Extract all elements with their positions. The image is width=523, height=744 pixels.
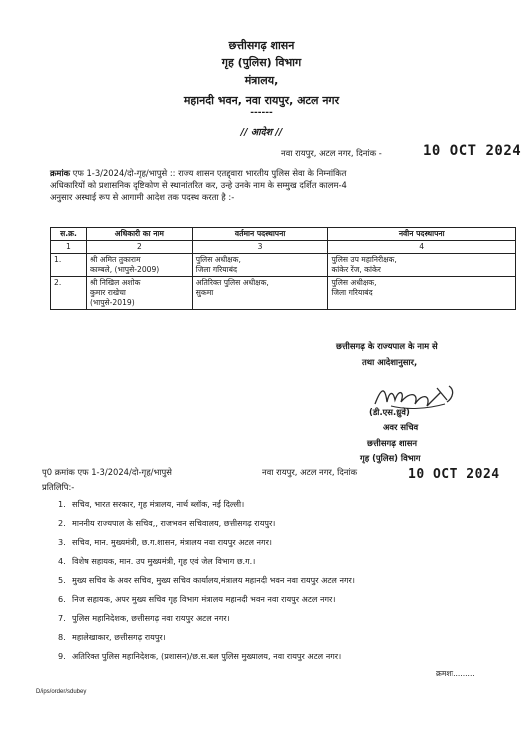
list-number: 3. [58,537,66,547]
list-text: माननीय राज्यपाल के सचिव,, राजभवन सचिवालय, छत्तीसगढ़ रायपुर। [72,518,276,528]
list-item [58,518,275,529]
row-current-posting [192,277,328,310]
table-column-number-row [51,241,516,254]
endorsement-ref: पृ0 क्रमांक एफ 1-3/2024/दो-गृह/भापुसे [42,467,172,477]
col-number: 4 [328,241,516,254]
list-number: 6. [58,594,66,604]
list-text: विशेष सहायक, मान. उप मुख्यमंत्री, गृह एवं जेल विभाग छ.ग.। [72,556,256,566]
list-item [58,651,341,662]
row-sno: 1. [51,254,87,277]
signature-dept: गृह (पुलिस) विभाग [360,453,421,463]
table-header-row [51,228,516,241]
list-text: सचिव, भारत सरकार, गृह मंत्रालय, नार्थ ब्लॉक, नई दिल्ली। [72,499,245,509]
list-item [58,575,355,586]
col-number: 2 [86,241,192,254]
header-office: मंत्रालय, [244,74,279,87]
current-line: सुकमा [195,288,214,297]
list-text: अतिरिक्त पुलिस महानिदेशक, (प्रशासन)/छ.स.बल पुलिस मुख्यालय, नवा रायपुर अटल नगर। [72,651,342,661]
list-number: 8. [58,632,66,642]
footer-path: D/ips/order/sdubey [36,689,87,695]
header-state: छत्तीसगढ़ शासन [228,39,295,52]
date-stamp: 10 OCT 2024 [423,143,522,159]
list-item [58,556,255,567]
order-paragraph [50,167,516,204]
new-line: जिला गरियाबंद [331,288,373,297]
list-text: मुख्य सचिव के अवर सचिव, मुख्य सचिव कार्यालय,मंत्रालय महानदी भवन नवा रायपुर अटल नगर। [72,575,355,585]
name-line: श्री निखिल अशोक [89,278,141,287]
list-item [58,537,272,548]
list-item [58,499,244,510]
ref-text: एफ 1-3/2024/दो-गृह/भापुसे :: राज्य शासन एतद्द्वारा भारतीय पुलिस सेवा के निम्नांकित [72,168,347,178]
list-text: सचिव, मान. मुख्यमंत्री, छ.ग.शासन, मंत्रालय नवा रायपुर अटल नगर। [72,537,272,547]
current-line: अतिरिक्त पुलिस अधीक्षक, [195,278,269,287]
governor-line-1: छत्तीसगढ़ के राज्यपाल के नाम से [336,341,438,351]
new-line: पुलिस अधीक्षक, [331,278,377,287]
col-number: 1 [51,241,87,254]
transfer-table [50,227,516,310]
signature-name: (डी.एस.ध्रुवे) [369,407,410,417]
list-number: 1. [58,499,66,509]
list-text: निज सहायक, अपर मुख्य सचिव गृह विभाग मंत्रालय महानदी भवन नवा रायपुर अटल नगर। [72,594,336,604]
header-current-posting: वर्तमान पदस्थापना [192,228,328,241]
list-item [58,613,230,624]
list-number: 4. [58,556,66,566]
row-officer-name [86,254,192,277]
list-number: 2. [58,518,66,528]
governor-line-2: तथा आदेशानुसार, [362,357,418,367]
continued-marker: क्रमशः......... [436,669,475,678]
row-new-posting [328,277,516,310]
new-line: पुलिस उप महानिरीक्षक, [331,255,397,264]
name-line: श्री अमित तुकाराम [89,255,141,264]
header-divider: ------ [250,108,273,118]
signature-govt: छत्तीसगढ़ शासन [367,438,418,448]
header-department: गृह (पुलिस) विभाग [221,56,302,69]
name-line: (भापुसे-2019) [89,298,135,307]
header-officer-name: अधिकारी का नाम [86,228,192,241]
name-line: काम्बले, (भापुसे-2009) [89,265,160,274]
list-item [58,632,166,643]
header-address: महानदी भवन, नवा रायपुर, अटल नगर [183,94,340,107]
header-new-posting: नवीन पदस्थापना [328,228,516,241]
list-text: पुलिस महानिदेशक, छत्तीसगढ़ नवा रायपुर अटल नगर। [72,613,230,623]
row-sno: 2. [51,277,87,310]
list-number: 5. [58,575,66,585]
new-line: कांकेर रेंज, कांकेर [331,265,381,274]
list-item [58,594,335,605]
row-current-posting [192,254,328,277]
signature-designation: अवर सचिव [383,422,419,432]
paragraph-line-3: अनुसार अस्थाई रूप से आगामी आदेश तक पदस्थ करता है :- [50,192,235,203]
current-line: पुलिस अधीक्षक, [195,255,241,264]
ref-label: क्रमांक [50,168,71,178]
date-place: नवा रायपुर, अटल नगर, दिनांक - [281,148,382,158]
endorsement-place: नवा रायपुर, अटल नगर, दिनांक [262,467,358,477]
table-row [51,277,516,310]
paragraph-line-2: अधिकारियों को प्रशासनिक दृष्टिकोण से स्थानांतरित कर, उन्हे उनके नाम के सम्मुख दर्शित कालम-4 [50,180,347,191]
col-number: 3 [192,241,328,254]
list-number: 9. [58,651,66,661]
list-text: महालेखाकार, छत्तीसगढ़ रायपुर। [72,632,166,642]
header-sno: स.क्र. [51,228,87,241]
endorsement-stamp: 10 OCT 2024 [408,467,500,482]
copy-label: प्रतिलिपि:- [42,482,75,492]
row-officer-name [86,277,192,310]
row-new-posting [328,254,516,277]
name-line: कुमार राखेचा [89,288,126,297]
order-title: // आदेश // [240,127,283,138]
table-row [51,254,516,277]
list-number: 7. [58,613,66,623]
current-line: जिला गरियाबंद [195,265,237,274]
